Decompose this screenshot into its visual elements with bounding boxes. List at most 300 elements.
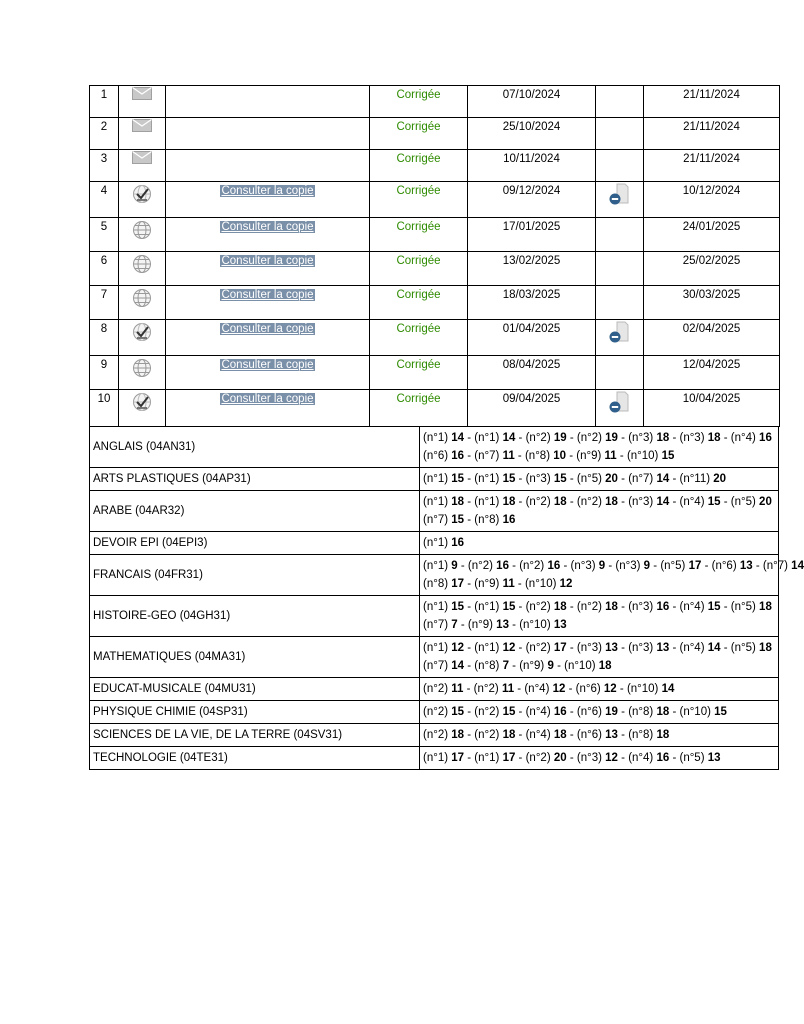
- copy-status: [370, 390, 468, 427]
- copy-number: [90, 86, 119, 118]
- subject-name: TECHNOLOGIE (04TE31): [90, 747, 420, 770]
- copy-link-cell: [166, 390, 370, 427]
- assessment-label: (n°2): [576, 601, 602, 613]
- grade-score: 12: [451, 642, 465, 654]
- grade-score: 18: [553, 729, 567, 741]
- grade-row: [90, 637, 779, 678]
- grade-line: (n°1) 9 - (n°2) 16 - (n°2) 16 - (n°3) 9 - (n°3) 9 - (n°5) 17 - (n°6) 13 - (n°7) 14: [423, 560, 804, 572]
- copy-type-cell: [119, 390, 166, 427]
- view-copy-link[interactable]: Consulter la copie: [221, 289, 314, 301]
- grade-score: 20: [713, 473, 727, 485]
- grade-list: [420, 532, 779, 555]
- grade-score: 15: [707, 601, 721, 613]
- subject-name: HISTOIRE-GEO (04GH31): [90, 596, 420, 637]
- grade-score: 17: [451, 578, 465, 590]
- view-copy-link[interactable]: Consulter la copie: [221, 255, 314, 267]
- assessment-label: (n°5): [679, 752, 705, 764]
- copy-row: [90, 320, 780, 356]
- assessment-label: (n°1): [474, 432, 500, 444]
- assessment-label: (n°8): [423, 578, 449, 590]
- assessment-label: (n°8): [524, 450, 551, 462]
- grade-row: [90, 427, 779, 468]
- correction-date-text: 21/11/2024: [683, 89, 740, 101]
- assessment-label: (n°1): [423, 473, 449, 485]
- grade-list: [420, 427, 779, 468]
- assessment-label: (n°2): [576, 496, 602, 508]
- grade-score: 15: [661, 450, 675, 462]
- grade-score: 16: [656, 752, 670, 764]
- grade-score: 13: [553, 619, 567, 631]
- copy-link-wrap: [166, 320, 369, 335]
- grade-score: 18: [451, 729, 465, 741]
- grade-score: 14: [656, 496, 670, 508]
- assessment-label: (n°8): [474, 660, 500, 672]
- copy-type-cell: [119, 86, 166, 118]
- status-text: Corrigée: [396, 153, 441, 165]
- assessment-label: (n°2): [474, 706, 500, 718]
- copy-link-wrap: [166, 356, 369, 371]
- grade-score: 15: [451, 473, 465, 485]
- assessment-label: (n°10): [626, 683, 659, 695]
- assessment-label: (n°3): [576, 752, 602, 764]
- grade-list: [420, 555, 804, 596]
- copy-link-wrap: [166, 390, 369, 405]
- correction-date-text: 21/11/2024: [683, 121, 740, 133]
- copy-type-cell: [119, 118, 166, 150]
- assessment-label: (n°4): [730, 432, 756, 444]
- correction-date: [644, 286, 780, 320]
- copy-type-cell: [119, 320, 166, 356]
- assessment-label: (n°4): [679, 496, 705, 508]
- grade-score: 16: [553, 706, 567, 718]
- grade-line: (n°7) 7 - (n°9) 13 - (n°10) 13: [423, 619, 567, 631]
- attachment-cell: [596, 286, 644, 320]
- copy-row: [90, 118, 780, 150]
- grade-score: 15: [502, 706, 516, 718]
- assessment-label: (n°1): [423, 432, 449, 444]
- grade-score: 15: [714, 706, 727, 718]
- copy-row: [90, 218, 780, 252]
- grade-score: 15: [707, 496, 721, 508]
- copy-link-wrap: [166, 118, 369, 121]
- status-text: Corrigée: [396, 121, 441, 133]
- copy-status: [370, 182, 468, 218]
- grade-score: 18: [502, 496, 516, 508]
- assessment-label: (n°3): [628, 642, 654, 654]
- grade-score: 14: [502, 432, 516, 444]
- copy-link-cell: [166, 252, 370, 286]
- assessment-label: (n°3): [576, 642, 602, 654]
- copy-number-text: 5: [100, 221, 108, 233]
- checked-globe-icon: [119, 182, 165, 207]
- attachment-empty: [596, 356, 643, 359]
- grade-score: 18: [553, 496, 567, 508]
- grade-row: [90, 724, 779, 747]
- grade-score: 9: [598, 560, 606, 572]
- assessment-label: (n°2): [467, 560, 493, 572]
- assessment-label: (n°2): [423, 729, 449, 741]
- grade-score: 13: [605, 729, 618, 741]
- copy-link-wrap: [166, 182, 369, 197]
- grade-score: 9: [643, 560, 651, 572]
- grade-score: 19: [605, 706, 618, 718]
- copy-number-text: 7: [100, 289, 108, 301]
- copy-number-text: 8: [100, 323, 108, 335]
- copy-link-cell: [166, 286, 370, 320]
- grade-score: 18: [656, 706, 670, 718]
- copy-link-cell: [166, 320, 370, 356]
- correction-date-text: 24/01/2025: [682, 221, 741, 233]
- assessment-label: (n°1): [474, 601, 500, 613]
- grade-score: 14: [791, 560, 804, 572]
- assessment-label: (n°3): [628, 432, 654, 444]
- assessment-label: (n°3): [570, 560, 596, 572]
- assessment-label: (n°3): [679, 432, 705, 444]
- grade-score: 9: [547, 660, 554, 672]
- attachment-cell: [596, 218, 644, 252]
- grade-row: [90, 678, 779, 701]
- grade-score: 16: [496, 560, 509, 572]
- assessment-label: (n°1): [423, 642, 449, 654]
- document-remove-icon[interactable]: [596, 182, 643, 209]
- submission-date: [468, 118, 596, 150]
- grade-score: 13: [656, 642, 670, 654]
- copy-type-cell: [119, 252, 166, 286]
- assessment-label: (n°2): [525, 752, 551, 764]
- attachment-empty: [596, 252, 643, 255]
- grade-score: 14: [451, 660, 465, 672]
- view-copy-link[interactable]: Consulter la copie: [221, 221, 314, 233]
- correction-date: [644, 356, 780, 390]
- grade-line: (n°1) 12 - (n°1) 12 - (n°2) 17 - (n°3) 13 - (n°3) 13 - (n°4) 14 - (n°5) 18: [423, 642, 772, 654]
- assessment-label: (n°9): [576, 450, 602, 462]
- assessment-label: (n°9): [467, 619, 493, 631]
- grade-line: (n°1) 14 - (n°1) 14 - (n°2) 19 - (n°2) 19 - (n°3) 18 - (n°3) 18 - (n°4) 16: [423, 432, 772, 444]
- assessment-label: (n°1): [474, 473, 500, 485]
- grade-score: 11: [502, 578, 515, 590]
- assessment-label: (n°10): [626, 450, 659, 462]
- attachment-empty: [596, 286, 643, 289]
- assessment-label: (n°7): [474, 450, 500, 462]
- submission-date: [468, 320, 596, 356]
- copy-number-text: 6: [100, 255, 108, 267]
- subject-name: ANGLAIS (04AN31): [90, 427, 420, 468]
- correction-date: [644, 320, 780, 356]
- assessment-label: (n°3): [628, 496, 654, 508]
- grade-score: 16: [451, 450, 465, 462]
- subject-name: ARTS PLASTIQUES (04AP31): [90, 468, 420, 491]
- grade-line: (n°1) 17 - (n°1) 17 - (n°2) 20 - (n°3) 12 - (n°4) 16 - (n°5) 13: [423, 752, 721, 764]
- grade-list: [420, 701, 779, 724]
- copy-link-wrap: [166, 218, 369, 233]
- correction-date: [644, 252, 780, 286]
- submission-date: [468, 150, 596, 182]
- submission-date-text: 07/10/2024: [502, 89, 561, 101]
- copy-type-cell: [119, 150, 166, 182]
- correction-date: [644, 182, 780, 218]
- copy-number: [90, 182, 119, 218]
- copy-link-cell: [166, 118, 370, 150]
- assessment-label: (n°9): [474, 578, 500, 590]
- correction-date: [644, 218, 780, 252]
- view-copy-link[interactable]: Consulter la copie: [221, 323, 314, 335]
- correction-date: [644, 150, 780, 182]
- view-copy-link[interactable]: Consulter la copie: [221, 359, 314, 371]
- assessment-label: (n°1): [423, 560, 449, 572]
- assessment-label: (n°10): [564, 660, 596, 672]
- assessment-label: (n°8): [474, 514, 500, 526]
- grade-score: 18: [598, 660, 612, 672]
- assessment-label: (n°4): [679, 601, 705, 613]
- assessment-label: (n°5): [576, 473, 602, 485]
- grade-score: 18: [656, 729, 670, 741]
- grade-score: 20: [759, 496, 772, 508]
- grade-score: 13: [739, 560, 753, 572]
- subject-name: DEVOIR EPI (04EPI3): [90, 532, 420, 555]
- grade-score: 17: [688, 560, 702, 572]
- submission-date: [468, 356, 596, 390]
- assessment-label: (n°9): [519, 660, 545, 672]
- grade-score: 12: [552, 683, 566, 695]
- envelope-icon: [119, 150, 165, 168]
- grade-list: [420, 596, 779, 637]
- status-text: Corrigée: [396, 185, 441, 197]
- grade-score: 15: [553, 473, 567, 485]
- grade-score: 14: [661, 683, 675, 695]
- grade-score: 17: [553, 642, 567, 654]
- view-copy-link[interactable]: Consulter la copie: [221, 185, 314, 197]
- assessment-label: (n°8): [628, 706, 654, 718]
- grade-score: 17: [451, 752, 465, 764]
- checked-globe-icon: [119, 390, 165, 415]
- copy-number: [90, 390, 119, 427]
- copy-row: [90, 86, 780, 118]
- assessment-label: (n°4): [628, 752, 654, 764]
- assessment-label: (n°1): [474, 752, 500, 764]
- copy-row: [90, 150, 780, 182]
- submission-date: [468, 390, 596, 427]
- assessment-label: (n°4): [679, 642, 705, 654]
- subject-name: SCIENCES DE LA VIE, DE LA TERRE (04SV31): [90, 724, 420, 747]
- grade-score: 13: [496, 619, 509, 631]
- grade-score: 15: [502, 473, 516, 485]
- correction-date-text: 10/12/2024: [682, 185, 741, 197]
- grade-line: (n°2) 18 - (n°2) 18 - (n°4) 18 - (n°6) 13 - (n°8) 18: [423, 729, 670, 741]
- correction-date-text: 25/02/2025: [682, 255, 741, 267]
- copy-link-cell: [166, 150, 370, 182]
- copy-number-text: 3: [100, 153, 108, 165]
- grade-line: (n°1) 18 - (n°1) 18 - (n°2) 18 - (n°2) 18 - (n°3) 14 - (n°4) 15 - (n°5) 20: [423, 496, 772, 508]
- submission-date-text: 13/02/2025: [502, 255, 561, 267]
- copy-number: [90, 286, 119, 320]
- grade-line: (n°8) 17 - (n°9) 11 - (n°10) 12: [423, 578, 573, 590]
- grade-score: 7: [451, 619, 458, 631]
- envelope-icon: [119, 86, 165, 104]
- grade-row: [90, 532, 779, 555]
- attachment-empty: [596, 86, 643, 89]
- grade-score: 16: [451, 537, 465, 549]
- subject-name: ARABE (04AR32): [90, 491, 420, 532]
- attachment-cell: [596, 150, 644, 182]
- grade-score: 15: [451, 514, 465, 526]
- submission-date-text: 01/04/2025: [502, 323, 561, 335]
- grade-line: [423, 532, 775, 554]
- copy-link-wrap: [166, 252, 369, 267]
- grade-row: [90, 468, 779, 491]
- grade-score: 18: [707, 432, 721, 444]
- copy-row: [90, 356, 780, 390]
- submission-date: [468, 286, 596, 320]
- assessment-label: (n°7): [423, 619, 449, 631]
- grade-score: 12: [605, 752, 618, 764]
- assessment-label: (n°1): [474, 642, 500, 654]
- grade-score: 18: [759, 642, 772, 654]
- assessment-label: (n°6): [575, 683, 601, 695]
- grade-line: (n°2) 11 - (n°2) 11 - (n°4) 12 - (n°6) 12 - (n°10) 14: [423, 683, 675, 695]
- grade-score: 16: [759, 432, 772, 444]
- copy-status: [370, 252, 468, 286]
- assessment-label: (n°2): [525, 432, 551, 444]
- assessment-label: (n°6): [423, 450, 449, 462]
- subject-name: EDUCAT-MUSICALE (04MU31): [90, 678, 420, 701]
- assessment-label: (n°10): [519, 619, 551, 631]
- copy-number-text: 10: [97, 393, 111, 405]
- submission-date-text: 09/04/2025: [502, 393, 561, 405]
- copy-status: [370, 150, 468, 182]
- grade-score: 12: [603, 683, 617, 695]
- assessment-label: (n°7): [423, 660, 449, 672]
- copy-status: [370, 356, 468, 390]
- document-remove-icon[interactable]: [596, 390, 643, 417]
- subject-name: MATHEMATIQUES (04MA31): [90, 637, 420, 678]
- grade-line: (n°7) 15 - (n°8) 16: [423, 514, 516, 526]
- grades-table: [89, 426, 804, 770]
- correction-date-text: 21/11/2024: [683, 153, 740, 165]
- assessment-label: (n°1): [423, 601, 449, 613]
- copy-status: [370, 286, 468, 320]
- grade-score: 12: [559, 578, 573, 590]
- copies-table: [89, 85, 780, 427]
- grade-score: 11: [501, 683, 515, 695]
- submission-date: [468, 218, 596, 252]
- globe-icon: [119, 286, 165, 311]
- copy-row: [90, 390, 780, 427]
- assessment-label: (n°2): [525, 642, 551, 654]
- view-copy-link[interactable]: Consulter la copie: [221, 393, 314, 405]
- assessment-label: (n°5): [730, 496, 756, 508]
- grade-line: (n°1) 15 - (n°1) 15 - (n°2) 18 - (n°2) 18 - (n°3) 16 - (n°4) 15 - (n°5) 18: [423, 601, 772, 613]
- assessment-label: (n°3): [628, 601, 654, 613]
- copy-type-cell: [119, 356, 166, 390]
- assessment-label: (n°5): [730, 642, 756, 654]
- grade-score: 15: [502, 601, 516, 613]
- copy-status: [370, 218, 468, 252]
- correction-date: [644, 86, 780, 118]
- copy-link-wrap: [166, 86, 369, 89]
- assessment-label: (n°4): [525, 706, 551, 718]
- assessment-label: (n°8): [628, 729, 654, 741]
- copy-row: [90, 286, 780, 320]
- grade-list: [420, 468, 779, 491]
- copy-number: [90, 118, 119, 150]
- status-text: Corrigée: [396, 393, 441, 405]
- document-remove-icon[interactable]: [596, 320, 643, 347]
- attachment-cell: [596, 118, 644, 150]
- copy-link-cell: [166, 356, 370, 390]
- copy-number-text: 9: [100, 359, 108, 371]
- assessment-label: (n°1): [474, 496, 500, 508]
- assessment-label: (n°3): [615, 560, 641, 572]
- subject-name: PHYSIQUE CHIMIE (04SP31): [90, 701, 420, 724]
- assessment-label: (n°7): [762, 560, 788, 572]
- copy-status: [370, 118, 468, 150]
- grade-score: 11: [502, 450, 515, 462]
- correction-date-text: 12/04/2025: [682, 359, 741, 371]
- grade-score: 18: [502, 729, 516, 741]
- copy-link-cell: [166, 218, 370, 252]
- copy-status: [370, 320, 468, 356]
- attachment-cell: [596, 320, 644, 356]
- assessment-label: (n°2): [525, 601, 551, 613]
- submission-date-text: 10/11/2024: [503, 153, 560, 165]
- envelope-icon: [119, 118, 165, 136]
- copy-row: [90, 252, 780, 286]
- attachment-cell: [596, 182, 644, 218]
- grade-row: [90, 491, 779, 532]
- grade-list: [420, 491, 779, 532]
- assessment-label: (n°2): [525, 496, 551, 508]
- subject-name: FRANCAIS (04FR31): [90, 555, 420, 596]
- submission-date-text: 09/12/2024: [502, 185, 561, 197]
- status-text: Corrigée: [396, 323, 441, 335]
- grade-score: 18: [451, 496, 465, 508]
- assessment-label: (n°10): [524, 578, 557, 590]
- submission-date-text: 17/01/2025: [502, 221, 561, 233]
- copy-number-text: 4: [100, 185, 108, 197]
- status-text: Corrigée: [396, 221, 441, 233]
- copy-number: [90, 320, 119, 356]
- assessment-label: (n°2): [519, 560, 545, 572]
- grade-score: 18: [605, 601, 618, 613]
- grade-line: (n°1) 15 - (n°1) 15 - (n°3) 15 - (n°5) 20 - (n°7) 14 - (n°11) 20: [423, 473, 727, 485]
- copy-number: [90, 356, 119, 390]
- grade-score: 18: [553, 601, 567, 613]
- copy-row: [90, 182, 780, 218]
- attachment-cell: [596, 356, 644, 390]
- copy-number: [90, 218, 119, 252]
- grade-score: 15: [451, 706, 465, 718]
- grade-line: (n°6) 16 - (n°7) 11 - (n°8) 10 - (n°9) 11 - (n°10) 15: [423, 450, 675, 462]
- assessment-label: (n°2): [474, 729, 500, 741]
- grade-score: 7: [502, 660, 509, 672]
- copy-link-cell: [166, 86, 370, 118]
- assessment-label: (n°2): [423, 706, 449, 718]
- submission-date-text: 08/04/2025: [502, 359, 561, 371]
- submission-date-text: 18/03/2025: [502, 289, 561, 301]
- grade-score: 18: [656, 432, 670, 444]
- grade-score: 11: [451, 683, 464, 695]
- assessment-label: (n°4): [524, 683, 550, 695]
- grade-score: 17: [502, 752, 516, 764]
- assessment-label: (n°1): [423, 496, 449, 508]
- assessment-label: (n°1): [423, 752, 449, 764]
- globe-icon: [119, 356, 165, 381]
- grade-score: 11: [604, 450, 617, 462]
- status-text: Corrigée: [396, 89, 441, 101]
- assessment-label: (n°5): [660, 560, 686, 572]
- correction-date-text: 30/03/2025: [682, 289, 741, 301]
- assessment-label: (n°2): [423, 683, 449, 695]
